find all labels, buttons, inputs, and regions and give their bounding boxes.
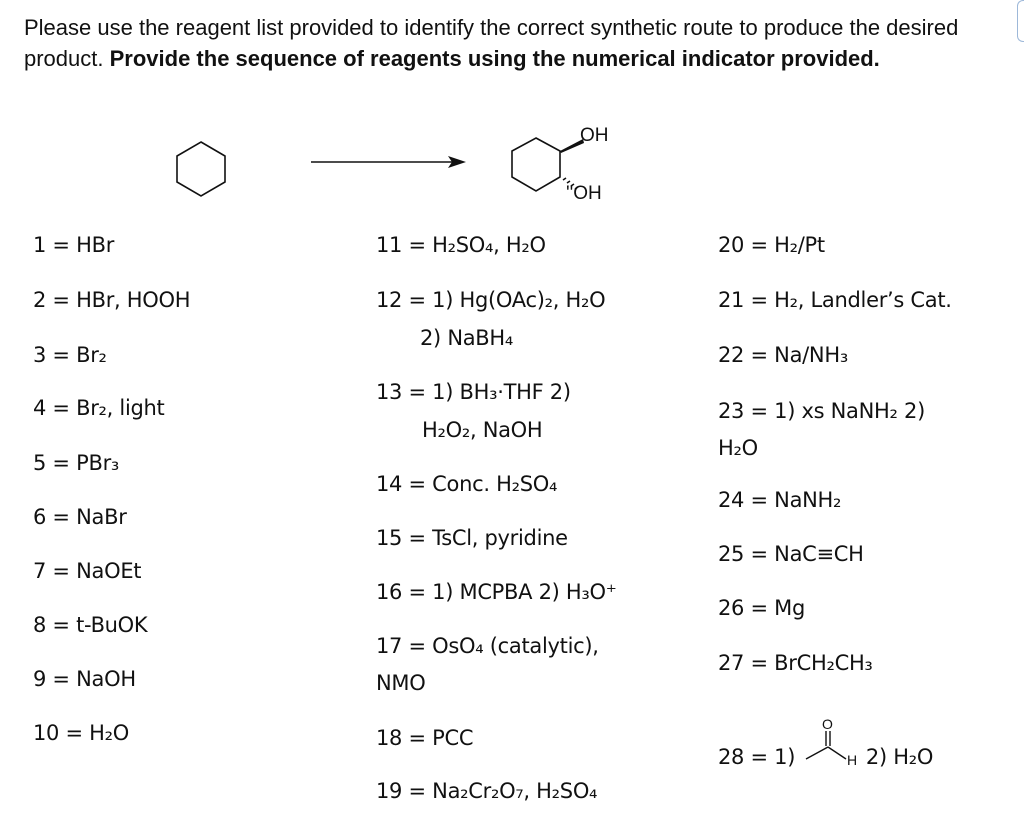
- reagent-27: 27 = BrCH₂CH₃: [718, 651, 873, 675]
- acetaldehyde-structure: [802, 719, 860, 775]
- reagent-19: 19 = Na₂Cr₂O₇, H₂SO₄: [376, 779, 598, 803]
- reagent-26: 26 = Mg: [718, 596, 806, 620]
- reagent-23-line-2: H₂O: [718, 436, 758, 460]
- reagent-24: 24 = NaNH₂: [718, 488, 842, 512]
- reagent-10: 10 = H₂O: [33, 721, 130, 745]
- reagent-14: 14 = Conc. H₂SO₄: [376, 472, 558, 496]
- aldehyde-oxygen-label: O: [821, 719, 833, 732]
- question-text: [24, 12, 999, 74]
- reagent-1: 1 = HBr: [33, 233, 115, 257]
- reagent-22: 22 = Na/NH₃: [718, 343, 848, 367]
- reagent-13-line-1: 13 = 1) BH₃·THF 2): [376, 380, 571, 404]
- reagent-9: 9 = NaOH: [33, 667, 136, 691]
- reagent-3: 3 = Br₂: [33, 343, 107, 367]
- reagent-12-line-2: 2) NaBH₄: [420, 326, 514, 350]
- reagent-28-step-1: 28 = 1): [718, 745, 796, 769]
- reagent-8: 8 = t-BuOK: [33, 613, 148, 637]
- reagent-13-line-2: H₂O₂, NaOH: [422, 418, 543, 442]
- reagent-15: 15 = TsCl, pyridine: [376, 526, 568, 550]
- aldehyde-hydrogen-label: H: [846, 752, 857, 768]
- reagent-18: 18 = PCC: [376, 726, 474, 750]
- product-oh-bottom-label: ''OH: [566, 183, 602, 204]
- reaction-arrow: [311, 156, 466, 168]
- reagent-28-step-2: 2) H₂O: [865, 745, 934, 769]
- reagent-21: 21 = H₂, Landler’s Cat.: [718, 288, 952, 312]
- question-sentence: Please use the reagent list provided to identify the correct synthetic route to produce the desired product.: [24, 15, 959, 71]
- reagent-11: 11 = H₂SO₄, H₂O: [376, 233, 546, 257]
- reagent-6: 6 = NaBr: [33, 505, 127, 529]
- reagent-25: 25 = NaC≡CH: [718, 542, 864, 566]
- reagent-12-line-1: 12 = 1) Hg(OAc)₂, H₂O: [376, 288, 606, 312]
- reagent-7: 7 = NaOEt: [33, 559, 142, 583]
- reagent-5: 5 = PBr₃: [33, 451, 120, 475]
- reagent-23-line-1: 23 = 1) xs NaNH₂ 2): [718, 399, 925, 423]
- reagent-28: [718, 719, 934, 775]
- scroll-edge-tab[interactable]: [1017, 0, 1024, 42]
- reagent-4: 4 = Br₂, light: [33, 396, 165, 420]
- reagent-17-line-1: 17 = OsO₄ (catalytic),: [376, 634, 599, 658]
- reagent-20: 20 = H₂/Pt: [718, 233, 825, 257]
- question-instruction: Provide the sequence of reagents using the numerical indicator provided.: [109, 46, 880, 71]
- reagent-17-line-2: NMO: [376, 671, 426, 695]
- cyclohexane-structure: [177, 142, 225, 196]
- product-oh-top-label: OH: [580, 125, 609, 146]
- reaction-scheme: [0, 120, 1024, 220]
- reagent-2: 2 = HBr, HOOH: [33, 288, 191, 312]
- reagent-16: 16 = 1) MCPBA 2) H₃O⁺: [376, 580, 617, 604]
